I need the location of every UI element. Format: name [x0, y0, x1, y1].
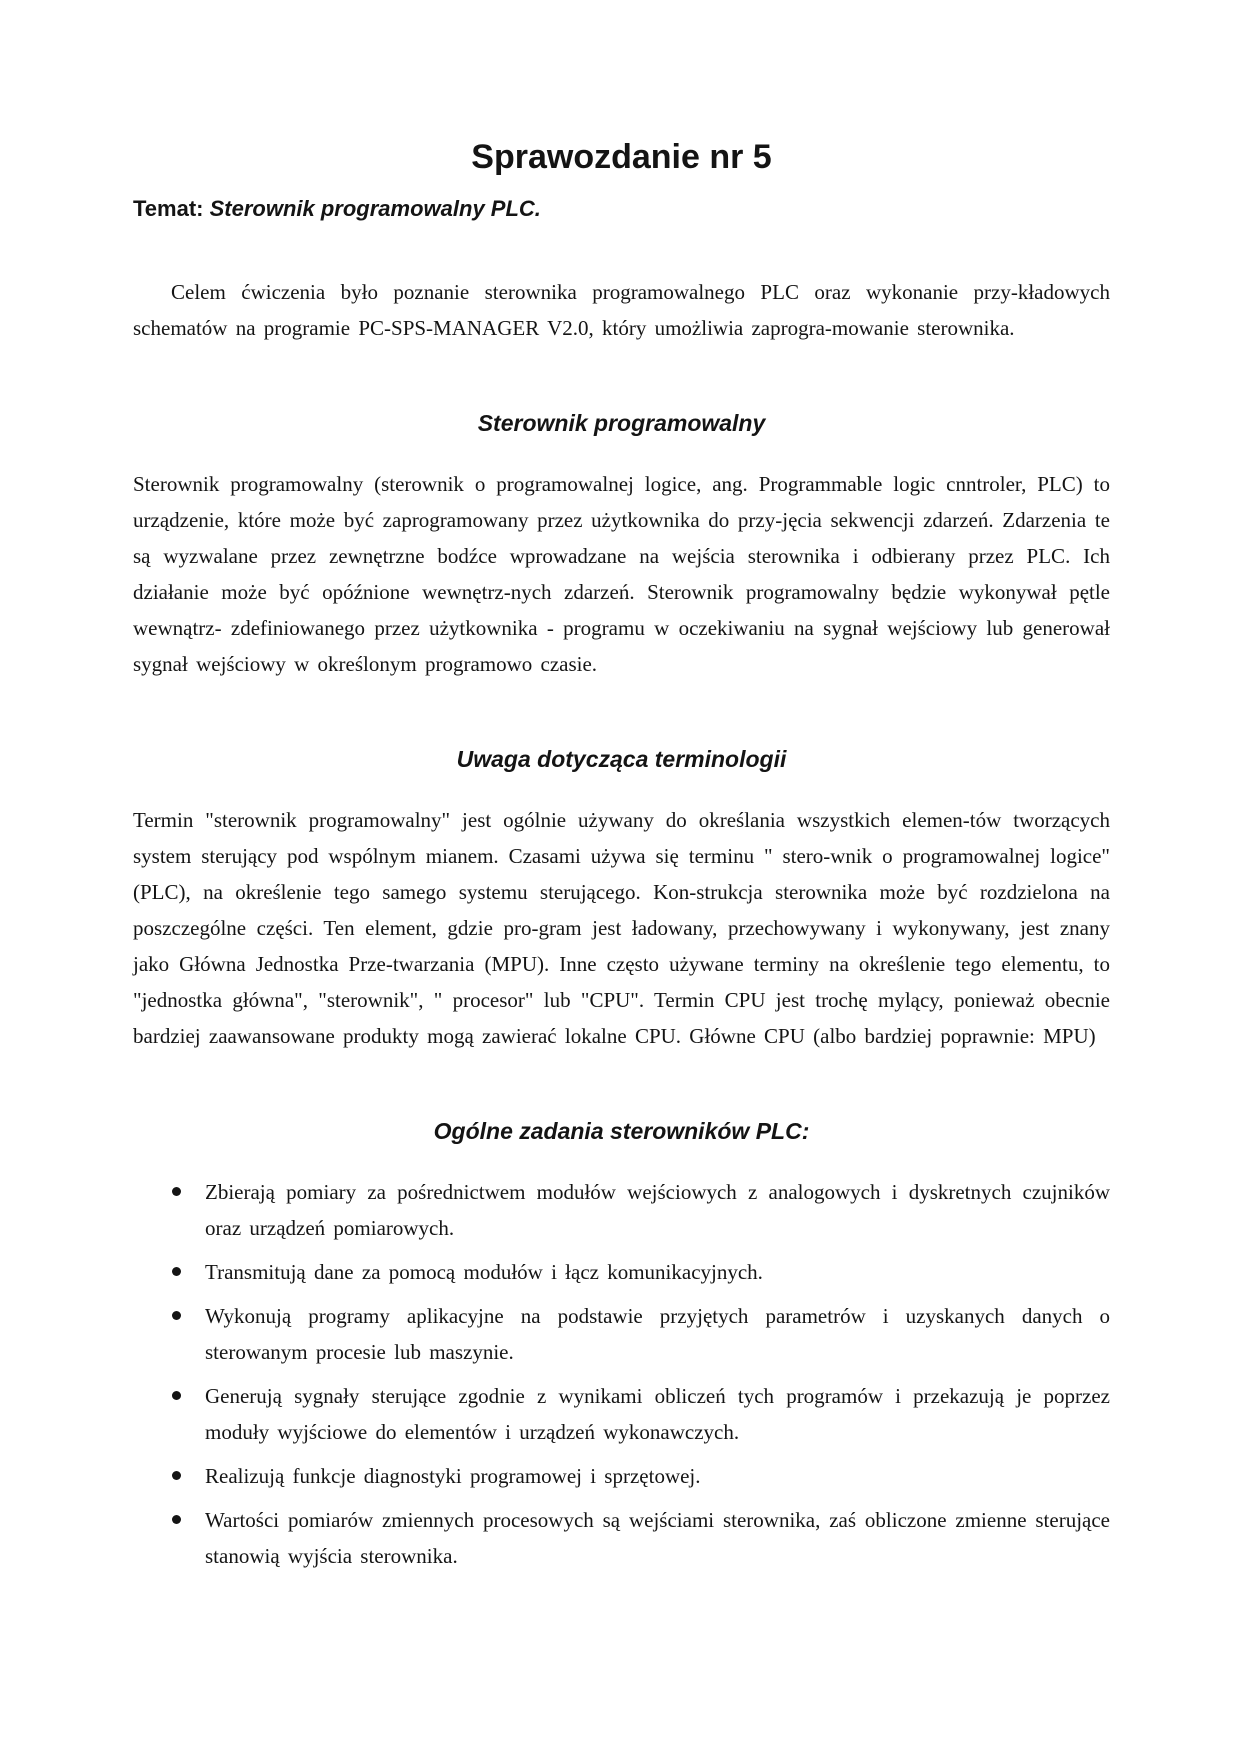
topic-label: Temat:	[133, 196, 204, 221]
section-heading-uwaga-terminologia: Uwaga dotycząca terminologii	[456, 746, 787, 772]
list-item: Wartości pomiarów zmiennych procesowych są wejściami sterownika, zaś obliczone zmienne sterujące stanowią wyjścia sterownika.	[205, 1502, 1110, 1574]
list-item: Zbierają pomiary za pośrednictwem modułów wejściowych z analogowych i dyskretnych czujników oraz urządzeń pomiarowych.	[205, 1174, 1110, 1246]
plc-tasks-list	[133, 1174, 1110, 1574]
list-item: Wykonują programy aplikacyjne na podstawie przyjętych parametrów i uzyskanych danych o sterowanym procesie lub maszynie.	[205, 1298, 1110, 1370]
page-title: Sprawozdanie nr 5	[471, 138, 772, 176]
topic-line	[133, 194, 1110, 224]
list-item: Transmitują dane za pomocą modułów i łącz komunikacyjnych.	[205, 1254, 1110, 1290]
section-heading-ogolne-zadania-plc: Ogólne zadania sterowników PLC:	[433, 1118, 810, 1144]
section-body-sterownik-programowalny: Sterownik programowalny (sterownik o programowalnej logice, ang. Programmable logic cnntroler, PLC) to urządzenie, które może być zaprogramowany przez użytkownika do przy-jęcia sekwencji zdarzeń. Zdarzenia te są wyzwalane przez zewnętrzne bodźce wprowadzane na wejścia sterownika i odbierany przez PLC. Ich działanie może być opóźnione wewnętrz-nych zdarzeń. Sterownik programowalny będzie wykonywał pętle wewnątrz- zdefiniowanego przez użytkownika - programu w oczekiwaniu na sygnał wejściowy lub generował sygnał wejściowy w określonym programowo czasie.	[133, 472, 1110, 676]
list-item: Generują sygnały sterujące zgodnie z wynikami obliczeń tych programów i przekazują je poprzez moduły wyjściowe do elementów i urządzeń wykonawczych.	[205, 1378, 1110, 1450]
topic-value: Sterownik programowalny PLC.	[209, 196, 541, 221]
intro-paragraph: Celem ćwiczenia było poznanie sterownika programowalnego PLC oraz wykonanie przy-kładowych schematów na programie PC-SPS-MANAGER V2.0, który umożliwia zaprogra-mowanie sterownika.	[133, 280, 1110, 340]
section-heading-sterownik-programowalny: Sterownik programowalny	[477, 410, 766, 436]
list-item: Realizują funkcje diagnostyki programowej i sprzętowej.	[205, 1458, 1110, 1494]
section-body-uwaga-terminologia: Termin "sterownik programowalny" jest ogólnie używany do określania wszystkich elemen-tów tworzących system sterujący pod wspólnym mianem. Czasami używa się terminu " stero-wnik o programowalnej logice" (PLC), na określenie tego samego systemu sterującego. Kon-strukcja sterownika może być rozdzielona na poszczególne części. Ten element, gdzie pro-gram jest ładowany, przechowywany i wykonywany, jest znany jako Główna Jednostka Prze-twarzania (MPU). Inne często używane terminy na określenie tego elementu, to "jednostka główna", "sterownik", " procesor" lub "CPU". Termin CPU jest trochę mylący, ponieważ obecnie bardziej zaawansowane produkty mogą zawierać lokalne CPU. Główne CPU (albo bardziej poprawnie: MPU)	[133, 808, 1110, 1048]
